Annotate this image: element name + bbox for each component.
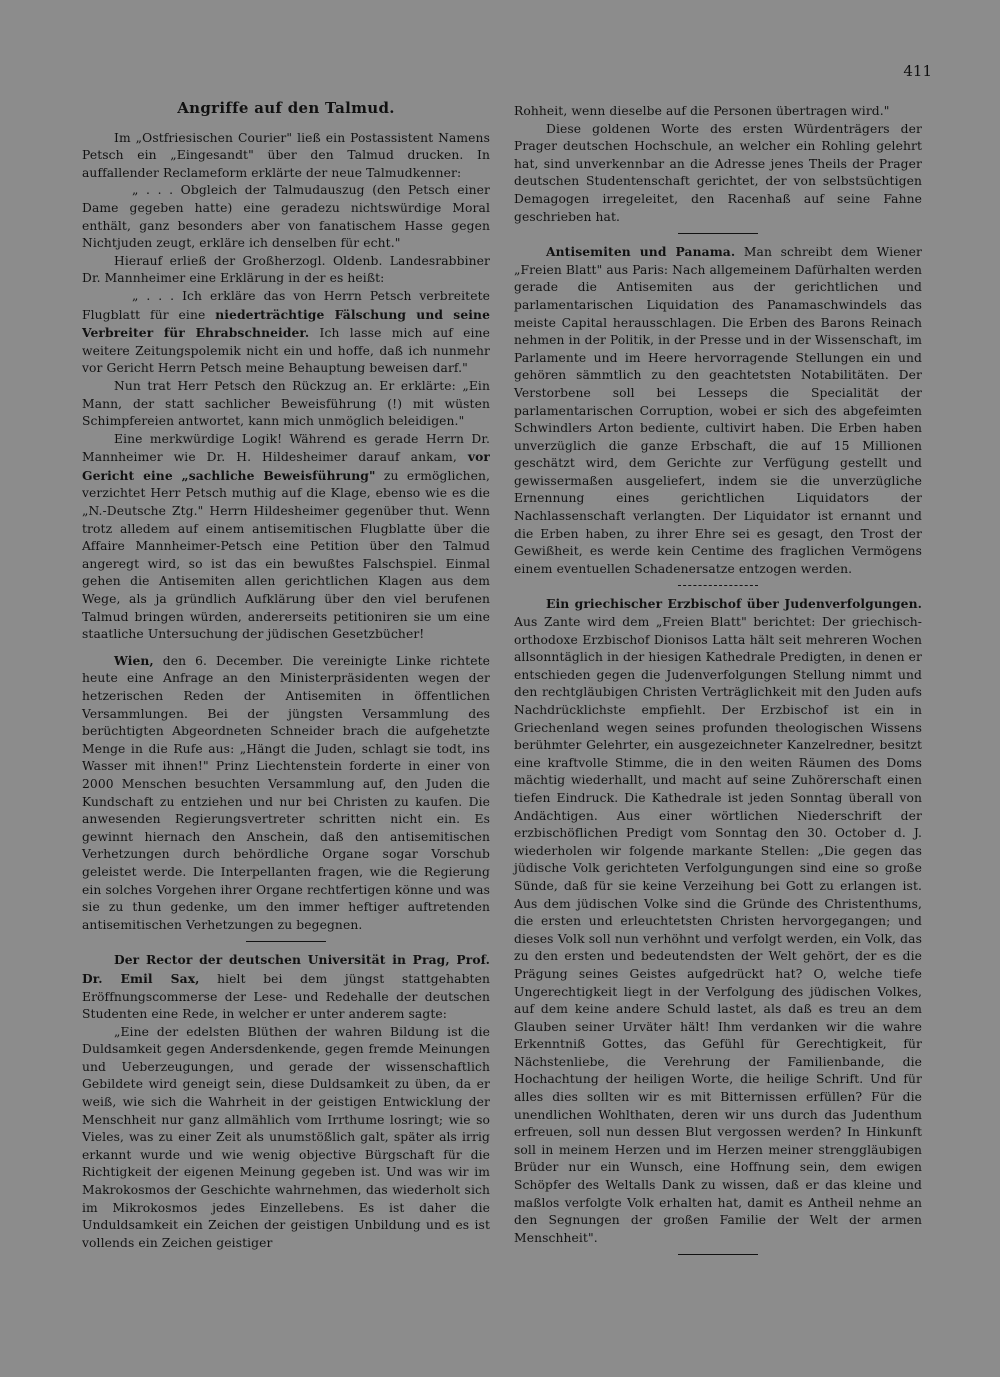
paragraph-panama <box>514 243 922 578</box>
left-column <box>82 100 490 1252</box>
bold-text-run: Der Rector der deutschen Universität in Prag, Prof. Dr. Emil Sax, <box>82 952 490 986</box>
text-run: Aus Zante wird dem „Freien Blatt" berichtet: Der griechisch-orthodoxe Erzbischof Dionisos Latta hält seit mehreren Wochen allsonntäglich in der hiesigen Kathedrale Predigten, in denen er entschieden gegen die Judenverfolgungen Stellung nimmt und den rechtgläubigen Christen Verträglichkeit mit den Juden aufs Nachdrücklichste empfiehlt. Der Erzbischof ist ein in Griechenland wegen seines profunden theologischen Wissens berühmter Gelehrter, ein ausgezeichneter Kanzelredner, besitzt eine kraftvolle Stimme, die in den weiten Räumen des Doms mächtig wiederhallt, und macht auf seine Zuhörerschaft einen tiefen Eindruck. Die Kathedrale ist jeden Sonntag überall von Andächtigen. Aus einer wörtlichen Niederschrift der erzbischöflichen Predigt vom Sonntag den 30. October d. J. wiederholen wir folgende markante Stellen: „Die gegen das jüdische Volk gerichteten Verfolgungungen sind eine so große Sünde, daß für sie keine Verzeihung bei Gott zu erlangen ist. Aus dem jüdischen Volke sind die Gründe des Christenthums, die ersten und erleuchtetsten Christen hervorgegangen; und dieses Volk soll nun verhöhnt und verfolgt werden, ein Volk, das zu den ersten und bedeutendsten der Welt gehört, der es die Prägung seines Geistes aufgedrückt hat? O, welche tiefe Ungerechtigkeit liegt in der Verfolgung des jüdischen Volkes, auf dem keine andere Schuld lastet, als daß es treu an dem Glauben seiner Urväter hält! Ihm verdanken wir die wahre Erkenntniß Gottes, das Gefühl für Gerechtigkeit, für Nächstenliebe, die Verehrung der Familienbande, die Hochachtung der heiligen Worte, die heilige Schrift. Und für alles dies sollten wir es mit Bitternissen erfüllen? Für die unendlichen Wohlthaten, deren wir uns durch das Judenthum erfreuen, soll nun dessen Blut vergossen werden? In Hinkunft soll in meinem Herzen und im Herzen meiner strenggläubigen Brüder nur ein Wunsch, eine Hoffnung sein, dem ewigen Schöpfer des Weltalls Dank zu wissen, daß er das kleine und maßlos verfolgte Volk erhalten hat, damit es Antheil nehme an den Segnungen der großen Familie der Welt der armen Menschheit". <box>514 615 922 1245</box>
text-run: Eine merkwürdige Logik! Während es gerade Herrn Dr. Mannheimer wie Dr. H. Hildesheimer darauf ankam, <box>82 431 490 465</box>
page-number: 411 <box>903 62 932 80</box>
paragraph-archbishop <box>514 595 922 1247</box>
bold-text-run: Ein griechischer Erzbischof über Judenverfolgungen. <box>546 596 922 612</box>
text-run: den 6. December. Die vereinigte Linke richtete heute eine Anfrage an den Ministerpräsidenten wegen der hetzerischen Reden der Antisemiten in öffentlichen Versammlungen. Bei der jüngsten Versammlung des berüchtigten Abgeordneten Schneider brach die aufgehetzte Menge in die Rufe aus: „Hängt die Juden, schlagt sie todt, ins Wasser mit ihnen!" Prinz Liechtenstein forderte in einer von 2000 Menschen besuchten Versammlung auf, den Juden die Kundschaft zu entziehen und nur bei Christen zu kaufen. Die anwesenden Regierungsvertreter schritten nicht ein. Es gewinnt hiernach den Anschein, daß den antisemitischen Verhetzungen durch behördliche Organe sogar Vorschub geleistet werde. Die Interpellanten fragen, wie die Regierung ein solches Vorgehen ihrer Organe rechtfertigen könne und was sie zu thun gedenke, um den immer heftiger auftretenden antisemitischen Verhetzungen zu begegnen. <box>82 653 490 932</box>
paragraph-continued: Rohheit, wenn dieselbe auf die Personen übertragen wird." <box>514 104 890 118</box>
separator-rule <box>678 585 758 586</box>
bold-text-run: Wien, <box>114 652 154 668</box>
bold-text-run: niederträchtige Fälschung und seine Verbreiter für Ehrabschneider. <box>82 306 490 341</box>
separator-rule <box>246 941 326 942</box>
paragraph-vienna <box>82 652 490 935</box>
bold-text-run: Antisemiten und Panama. <box>546 244 736 260</box>
quote-paragraph: „Eine der edelsten Blüthen der wahren Bildung ist die Duldsamkeit gegen Andersdenkende, gegen fremde Meinungen und Ueberzeugungen, und gerade der wissenschaftlich Gebildete wird geneigt sein, diese Duldsamkeit zu üben, da er weiß, wie sich die Wahrheit in der geistigen Entwicklung der Menschheit nur ganz allmählich vom Irrthume losringt; wie so Vieles, was zu einer Zeit als unumstößlich galt, später als irrig erkannt wurde und wie wenig objective Bürgschaft für die Richtigkeit der eigenen Meinung gegeben ist. Und was wir im Makrokosmos der Geschichte wahrnehmen, das wiederholt sich im Mikrokosmos jedes Einzellebens. Es ist daher die Unduldsamkeit ein Zeichen der geistigen Unbildung und es ist vollends ein Zeichen geistiger <box>82 1024 490 1250</box>
right-column <box>514 103 922 1264</box>
paragraph-prague-rector <box>82 951 490 1023</box>
quote-paragraph: „ . . . Obgleich der Talmudauszug (den Petsch einer Dame gegeben hatte) eine geradezu nichtswürdige Moral enthält, ganz besonders aber von fanatischem Hasse gegen Nichtjuden zeugt, erkläre ich denselben für echt." <box>82 183 490 251</box>
end-rule <box>678 1254 758 1255</box>
paragraph: Hierauf erließ der Großherzogl. Oldenb. Landesrabbiner Dr. Mannheimer eine Erklärung in der es heißt: <box>82 253 490 286</box>
text-run: hielt bei dem jüngst stattgehabten Eröffnungscommerse der Lese- und Redehalle der deutschen Studenten eine Rede, in welcher er unter anderem sagte: <box>82 971 490 1022</box>
paragraph: Im „Ostfriesischen Courier" ließ ein Postassistent Namens Petsch ein „Eingesandt" über den Talmud drucken. In auffallender Reclameform erklärte der neue Talmudkenner: <box>82 130 490 180</box>
text-run: Ich lasse mich auf eine weitere Zeitungspolemik nicht ein und hoffe, daß ich nunmehr vor Gericht Herrn Petsch meine Behauptung beweisen darf." <box>82 326 490 376</box>
text-run: „ . . . Ich erkläre das von Herrn Petsch verbreitete Flugblatt für eine <box>82 288 490 322</box>
paragraph <box>82 431 490 644</box>
bold-text-run: vor Gericht eine „sachliche Beweisführung" <box>82 449 490 483</box>
paragraph: Nun trat Herr Petsch den Rückzug an. Er erklärte: „Ein Mann, der statt sachlicher Beweisführung (!) mit wüsten Schimpfereien antwortet, kann mich unmöglich beleidigen." <box>82 378 490 429</box>
text-run: zu ermöglichen, verzichtet Herr Petsch muthig auf die Klage, ebenso wie es die „N.-Deutsche Ztg." Herrn Hildesheimer gegenüber thut. Wenn trotz alledem auf einem antisemitischen Flugblatte über die Affaire Mannheimer-Petsch eine Petition über den Talmud angeregt wird, so ist das ein bewußtes Falschspiel. Einmal gehen die Antisemiten allen gerichtlichen Klagen aus dem Wege, als ja gründlich Aufklärung über den viel berufenen Talmud bringen würden, andererseits petitioniren sie um eine staatliche Untersuchung der jüdischen Gesetzbücher! <box>82 468 491 642</box>
paragraph: Diese goldenen Worte des ersten Würdenträgers der Prager deutschen Hochschule, an welcher ein Rohling gelehrt hat, sind unverkennbar an die Adresse jenes Theils der Prager deutschen Studentenschaft gerichtet, der von selbstsüchtigen Demagogen irregeleitet, den Racenhaß auf seine Fahne geschrieben hat. <box>514 121 922 224</box>
quote-paragraph <box>82 288 490 378</box>
text-run: Man schreibt dem Wiener „Freien Blatt" aus Paris: Nach allgemeinem Dafürhalten werden gerade die Antisemiten aus der gerichtlichen und parlamentarischen Liquidation des Panamaschwindels das meiste Capital herausschlagen. Die Erben des Barons Reinach nehmen in der Politik, in der Presse und in der Wissenschaft, im Parlamente und im Heere hervorragende Stellungen ein und gehören sämmtlich zu den geachtetsten Notabilitäten. Der Verstorbene soll bei Lesseps die Specialität der parlamentarischen Corruption, wobei er sich des abgefeimten Schwindlers Arton bediente, cultivirt haben. Die Erben haben unverzüglich die ganze Erbschaft, die auf 15 Millionen geschätzt wird, dem Gerichte zur Verfügung gestellt und gewissermaßen ausgeliefert, indem sie die unverzügliche Ernennung eines gerichtlichen Liquidators der Nachlassenschaft verlangten. Der Liquidator ist ernannt und die Erben haben, zu ihrer Ehre sei es gesagt, den Trost der Gewißheit, es werde kein Centime des fraglichen Vermögens einem eventuellen Schadenersatze entzogen werden. <box>514 245 922 576</box>
article-heading-talmud: Angriffe auf den Talmud. <box>177 99 395 117</box>
separator-rule <box>678 233 758 234</box>
